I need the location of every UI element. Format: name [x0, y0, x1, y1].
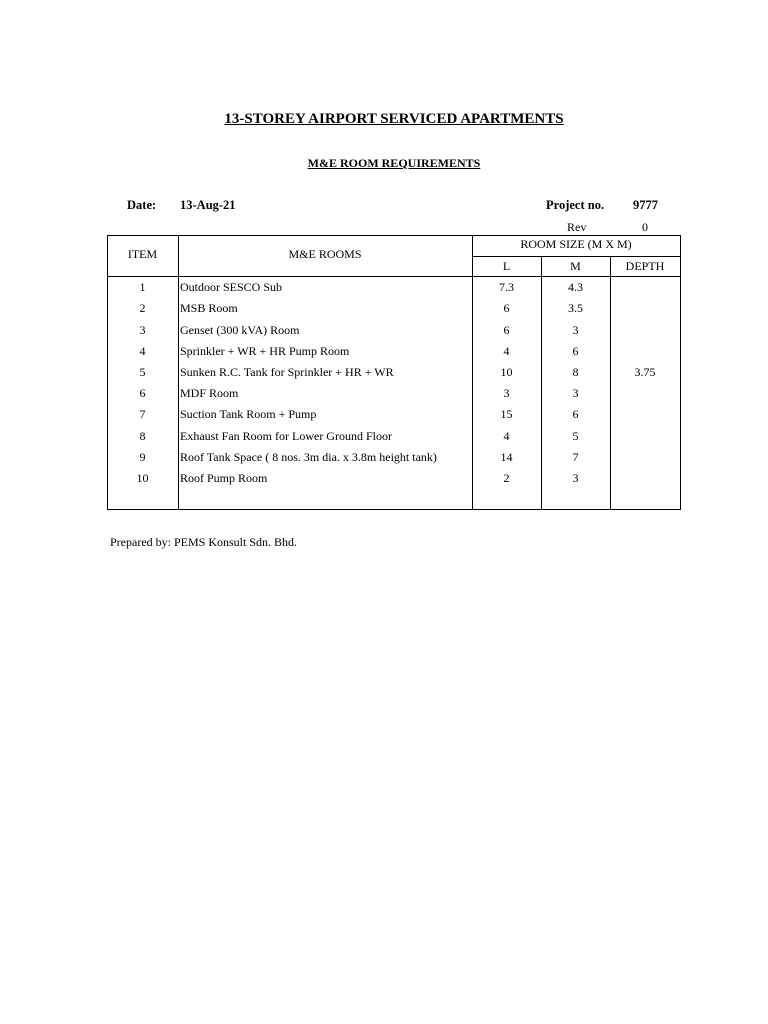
row-l: 2	[503, 471, 510, 485]
row-room: Roof Pump Room	[180, 471, 268, 485]
row-m: 3	[572, 323, 579, 337]
header-item: ITEM	[127, 247, 158, 261]
table-right-border	[680, 235, 681, 510]
prepared-by: Prepared by: PEMS Konsult Sdn. Bhd.	[110, 535, 298, 549]
header-room-size: ROOM SIZE (M X M)	[520, 237, 632, 251]
row-l: 4	[503, 344, 510, 358]
size-header-divider	[473, 256, 681, 257]
header-m: M	[570, 259, 581, 273]
project-value: 9777	[633, 198, 658, 212]
date-label: Date:	[127, 198, 157, 212]
table-top-border	[107, 235, 681, 236]
row-m: 7	[572, 450, 579, 464]
item-col-divider	[178, 235, 179, 510]
table-bottom-border	[107, 509, 681, 510]
row-m: 5	[572, 429, 579, 443]
row-room: Sprinkler + WR + HR Pump Room	[180, 344, 350, 358]
row-item: 3	[139, 323, 146, 337]
row-l: 6	[503, 301, 510, 315]
row-l: 10	[500, 365, 513, 379]
document-subtitle: M&E ROOM REQUIREMENTS	[307, 156, 481, 170]
row-m: 6	[572, 407, 579, 421]
row-item: 6	[139, 386, 146, 400]
header-depth: DEPTH	[625, 259, 665, 273]
row-item: 9	[139, 450, 146, 464]
row-m: 3	[572, 386, 579, 400]
row-l: 6	[503, 323, 510, 337]
row-room: Roof Tank Space ( 8 nos. 3m dia. x 3.8m height tank)	[180, 450, 437, 464]
row-item: 10	[136, 471, 149, 485]
row-m: 3.5	[568, 301, 583, 315]
row-room: MDF Room	[180, 386, 239, 400]
row-item: 7	[139, 407, 146, 421]
row-room: Genset (300 kVA) Room	[180, 323, 300, 337]
row-m: 6	[572, 344, 579, 358]
m-col-divider	[610, 256, 611, 510]
depth-value: 3.75	[634, 365, 656, 379]
row-item: 1	[139, 280, 146, 294]
row-item: 2	[139, 301, 146, 315]
document-title: 13-STOREY AIRPORT SERVICED APARTMENTS	[224, 111, 564, 127]
row-room: Suction Tank Room + Pump	[180, 407, 317, 421]
row-room: Sunken R.C. Tank for Sprinkler + HR + WR	[180, 365, 394, 379]
row-item: 8	[139, 429, 146, 443]
row-l: 4	[503, 429, 510, 443]
row-m: 4.3	[568, 280, 583, 294]
rev-value: 0	[642, 220, 648, 234]
rev-label: Rev	[567, 220, 587, 234]
header-rooms: M&E ROOMS	[288, 247, 362, 261]
row-m: 3	[572, 471, 579, 485]
header-l: L	[502, 259, 511, 273]
row-room: MSB Room	[180, 301, 238, 315]
date-value: 13-Aug-21	[180, 198, 236, 212]
header-bottom-border	[107, 276, 681, 277]
row-item: 4	[139, 344, 146, 358]
row-l: 3	[503, 386, 510, 400]
row-l: 14	[500, 450, 513, 464]
row-room: Exhaust Fan Room for Lower Ground Floor	[180, 429, 392, 443]
row-item: 5	[139, 365, 146, 379]
row-l: 15	[500, 407, 513, 421]
row-m: 8	[572, 365, 579, 379]
row-l: 7.3	[499, 280, 514, 294]
project-label: Project no.	[546, 198, 605, 212]
row-room: Outdoor SESCO Sub	[180, 280, 283, 294]
